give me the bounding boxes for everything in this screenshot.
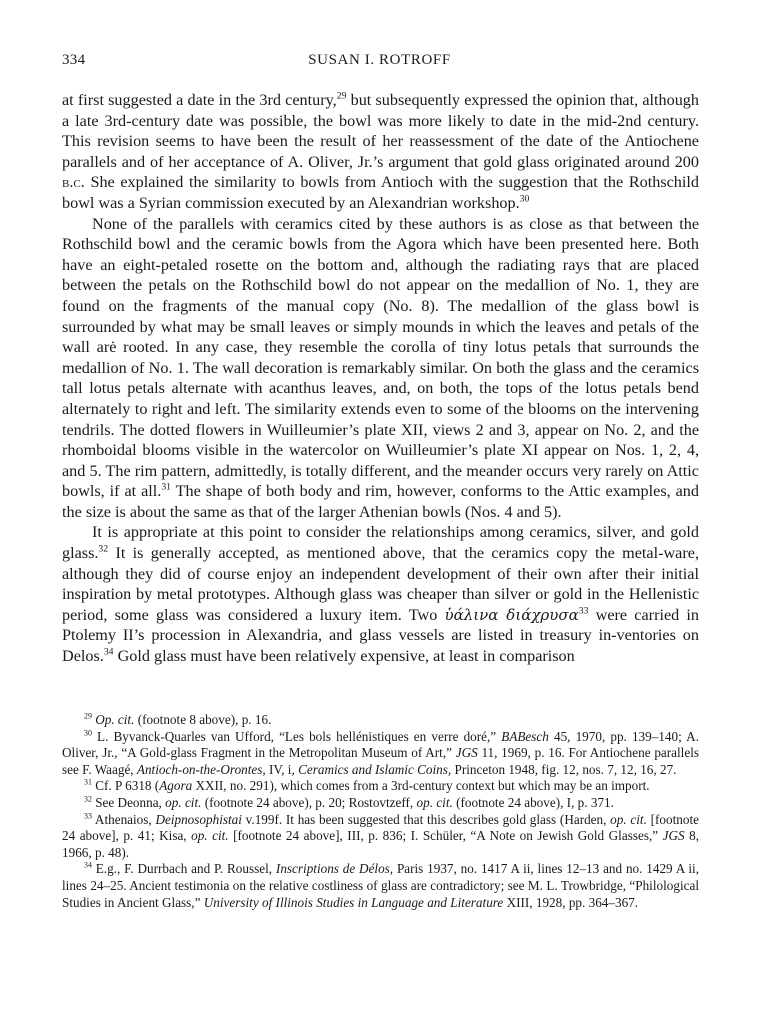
footnote-29	[62, 712, 699, 729]
paragraph-3	[62, 522, 699, 666]
text-run: XXII, no. 291), which comes from a 3rd-century context but which may be an import.	[192, 778, 650, 794]
footnote-31	[62, 778, 699, 795]
page-number: 334	[62, 52, 86, 68]
footnote-number: 34	[84, 860, 92, 870]
text-run: (footnote 8 above), p. 16.	[134, 712, 272, 727]
body-text	[62, 90, 699, 667]
text-run: at first suggested a date in the 3rd century,	[62, 91, 337, 109]
paragraph-1	[62, 90, 699, 214]
text-run: 8, 1966, p. 48).	[62, 828, 699, 860]
italic-run: op. cit.	[191, 828, 229, 844]
footnote-ref-29: 29	[336, 90, 347, 102]
text-run: v.199f. It has been suggested that this describes gold glass (Harden,	[241, 811, 611, 827]
text-run: [footnote 24 above], p. 41; Kisa,	[62, 811, 699, 844]
text-run: [footnote 24 above], III, p. 836; I. Schüler, “A Note on Jewish Gold Glasses,”	[228, 828, 663, 844]
italic-run: JGS	[455, 745, 478, 761]
footnote-ref-33: 33	[578, 605, 589, 617]
italic-run: JGS	[662, 828, 685, 844]
text-run: 11, 1969, p. 16. For Antiochene parallels see F. Waagé,	[62, 745, 699, 777]
text-run: were carried in Ptolemy II’s procession in Alexandria, and glass vessels are listed in treasury in-ventories on Delos.	[62, 605, 700, 666]
italic-run: op. cit.	[165, 794, 202, 810]
text-run: 45, 1970, pp. 139–140; A. Oliver, Jr., “A Gold-glass Fragment in the Metropolitan Museum of Art,”	[62, 728, 699, 761]
text-run: Paris 1937, no. 1417 A ii, lines 12–13 and no. 1429 A ii, lines 24–25. Ancient testimonia on the relative costliness of glass are contradictory; see M. L. Trowbridge, “Philological Studies in Ancient Glass,”	[62, 861, 699, 910]
small-caps-bc: b.c.	[62, 173, 85, 192]
footnote-number: 29	[84, 711, 92, 721]
italic-run: op. cit.	[416, 794, 453, 810]
italic-run: University of Illinois Studies in Language and Literature	[203, 894, 504, 910]
italic-run: Ceramics and Islamic Coins,	[298, 761, 452, 777]
text-run: It is generally accepted, as mentioned above, that the ceramics copy the metal-ware, although they did of course enjoy an independent development of their own after their initial inspiration by metal prototypes. Although glass was cheaper than silver or gold in the Hellenistic period, some glass was considered a luxury item. Two	[62, 544, 699, 624]
text-run: XIII, 1928, pp. 364–367.	[503, 894, 639, 910]
footnotes	[62, 712, 699, 911]
footnote-number: 31	[84, 777, 92, 787]
running-head-author: SUSAN I. ROTROFF	[308, 52, 451, 68]
text-run: See Deonna,	[91, 794, 166, 810]
text-run: IV, i,	[265, 761, 299, 777]
text-run: None of the parallels with ceramics cited by these authors is as close as that between the Rothschild bowl and the ceramic bowls from the Agora which have been presented here. Both have an eight-petaled rosette on the bottom and, although the radiating rays that are placed between the petals on the Rothschild bowl do not appear on the medallion of No. 1, they are found on the fragments of the manual copy (No. 8). The medallion of the glass bowl is surrounded by what may be small leaves or simply mounds in which the leaves and petals of the wall arė rooted. In any case, they resemble the corolla of tiny lotus petals that surrounds the medallion of No. 1. The wall decoration is remarkably similar. On both the glass and the ceramics tall lotus petals alternate with acanthus leaves, and, on both, the tops of the lotus petals bend alternately to right and left. The similarity extends even to some of the blooms on the intervening tendrils. The dotted flowers in Wuilleumier’s plate XII, views 2 and 3, appear on No. 2, and the rhomboidal blooms visible in the watercolor on Wuilleumier’s plate XI appear on Nos. 1, 2, 4, and 5. The rim pattern, admittedly, is totally different, and the meander occurs very rarely on Attic bowls, if at all.	[62, 214, 699, 501]
italic-run: Deipnosophistai	[155, 811, 242, 827]
text-run: (footnote 24 above), I, p. 371.	[452, 794, 614, 810]
footnote-30	[62, 729, 699, 779]
text-run: Cf. P 6318 (	[91, 778, 160, 794]
footnote-ref-31: 31	[161, 481, 172, 493]
footnote-34	[62, 861, 699, 911]
italic-run: BABesch	[501, 728, 549, 744]
italic-run: Antioch-on-the-Orontes,	[136, 761, 266, 777]
paragraph-2	[62, 214, 699, 523]
footnote-number: 32	[84, 794, 92, 804]
footnote-33	[62, 812, 699, 862]
running-header	[62, 52, 697, 74]
footnote-number: 33	[84, 811, 92, 821]
text-run: but subsequently expressed the opinion that, although a late 3rd-century date was possible, the bowl was more likely to date in the mid-2nd century. This revision seems to have been the result of her reassessment of the date of the Antiochene parallels and of her acceptance of A. Oliver, Jr.’s argument that gold glass originated around 200	[62, 91, 699, 171]
italic-run: Agora	[159, 778, 193, 794]
footnote-ref-34: 34	[103, 646, 114, 658]
italic-run: Op. cit.	[95, 712, 135, 727]
text-run: It is appropriate at this point to consider the relationships among ceramics, silver, and gold glass.	[62, 523, 699, 563]
text-run: Gold glass must have been relatively expensive, at least in comparison	[113, 647, 575, 666]
footnote-32	[62, 795, 699, 812]
text-run: L. Byvanck-Quarles van Ufford, “Les bols hellénistiques en verre doré,”	[91, 728, 502, 744]
text-run: E.g., F. Durrbach and P. Roussel,	[91, 861, 276, 877]
italic-run: op. cit.	[610, 811, 647, 827]
footnote-number: 30	[84, 728, 92, 738]
text-run: (footnote 24 above), p. 20; Rostovtzeff,	[201, 794, 417, 810]
footnote-ref-30: 30	[519, 193, 530, 205]
footnote-ref-32: 32	[98, 543, 109, 555]
text-run: She explained the similarity to bowls from Antioch with the suggestion that the Rothschild bowl was a Syrian commission executed by an Alexandrian workshop.	[62, 173, 699, 212]
text-run: Athenaios,	[91, 811, 156, 827]
italic-run: Inscriptions de Délos,	[275, 861, 394, 877]
greek-phrase: ὑάλινα διάχρυσα	[444, 605, 579, 624]
text-run: Princeton 1948, fig. 12, nos. 7, 12, 16, 27.	[451, 761, 677, 777]
text-run: The shape of both body and rim, however, conforms to the Attic examples, and the size is about the same as that of the larger Athenian bowls (Nos. 4 and 5).	[62, 482, 699, 521]
